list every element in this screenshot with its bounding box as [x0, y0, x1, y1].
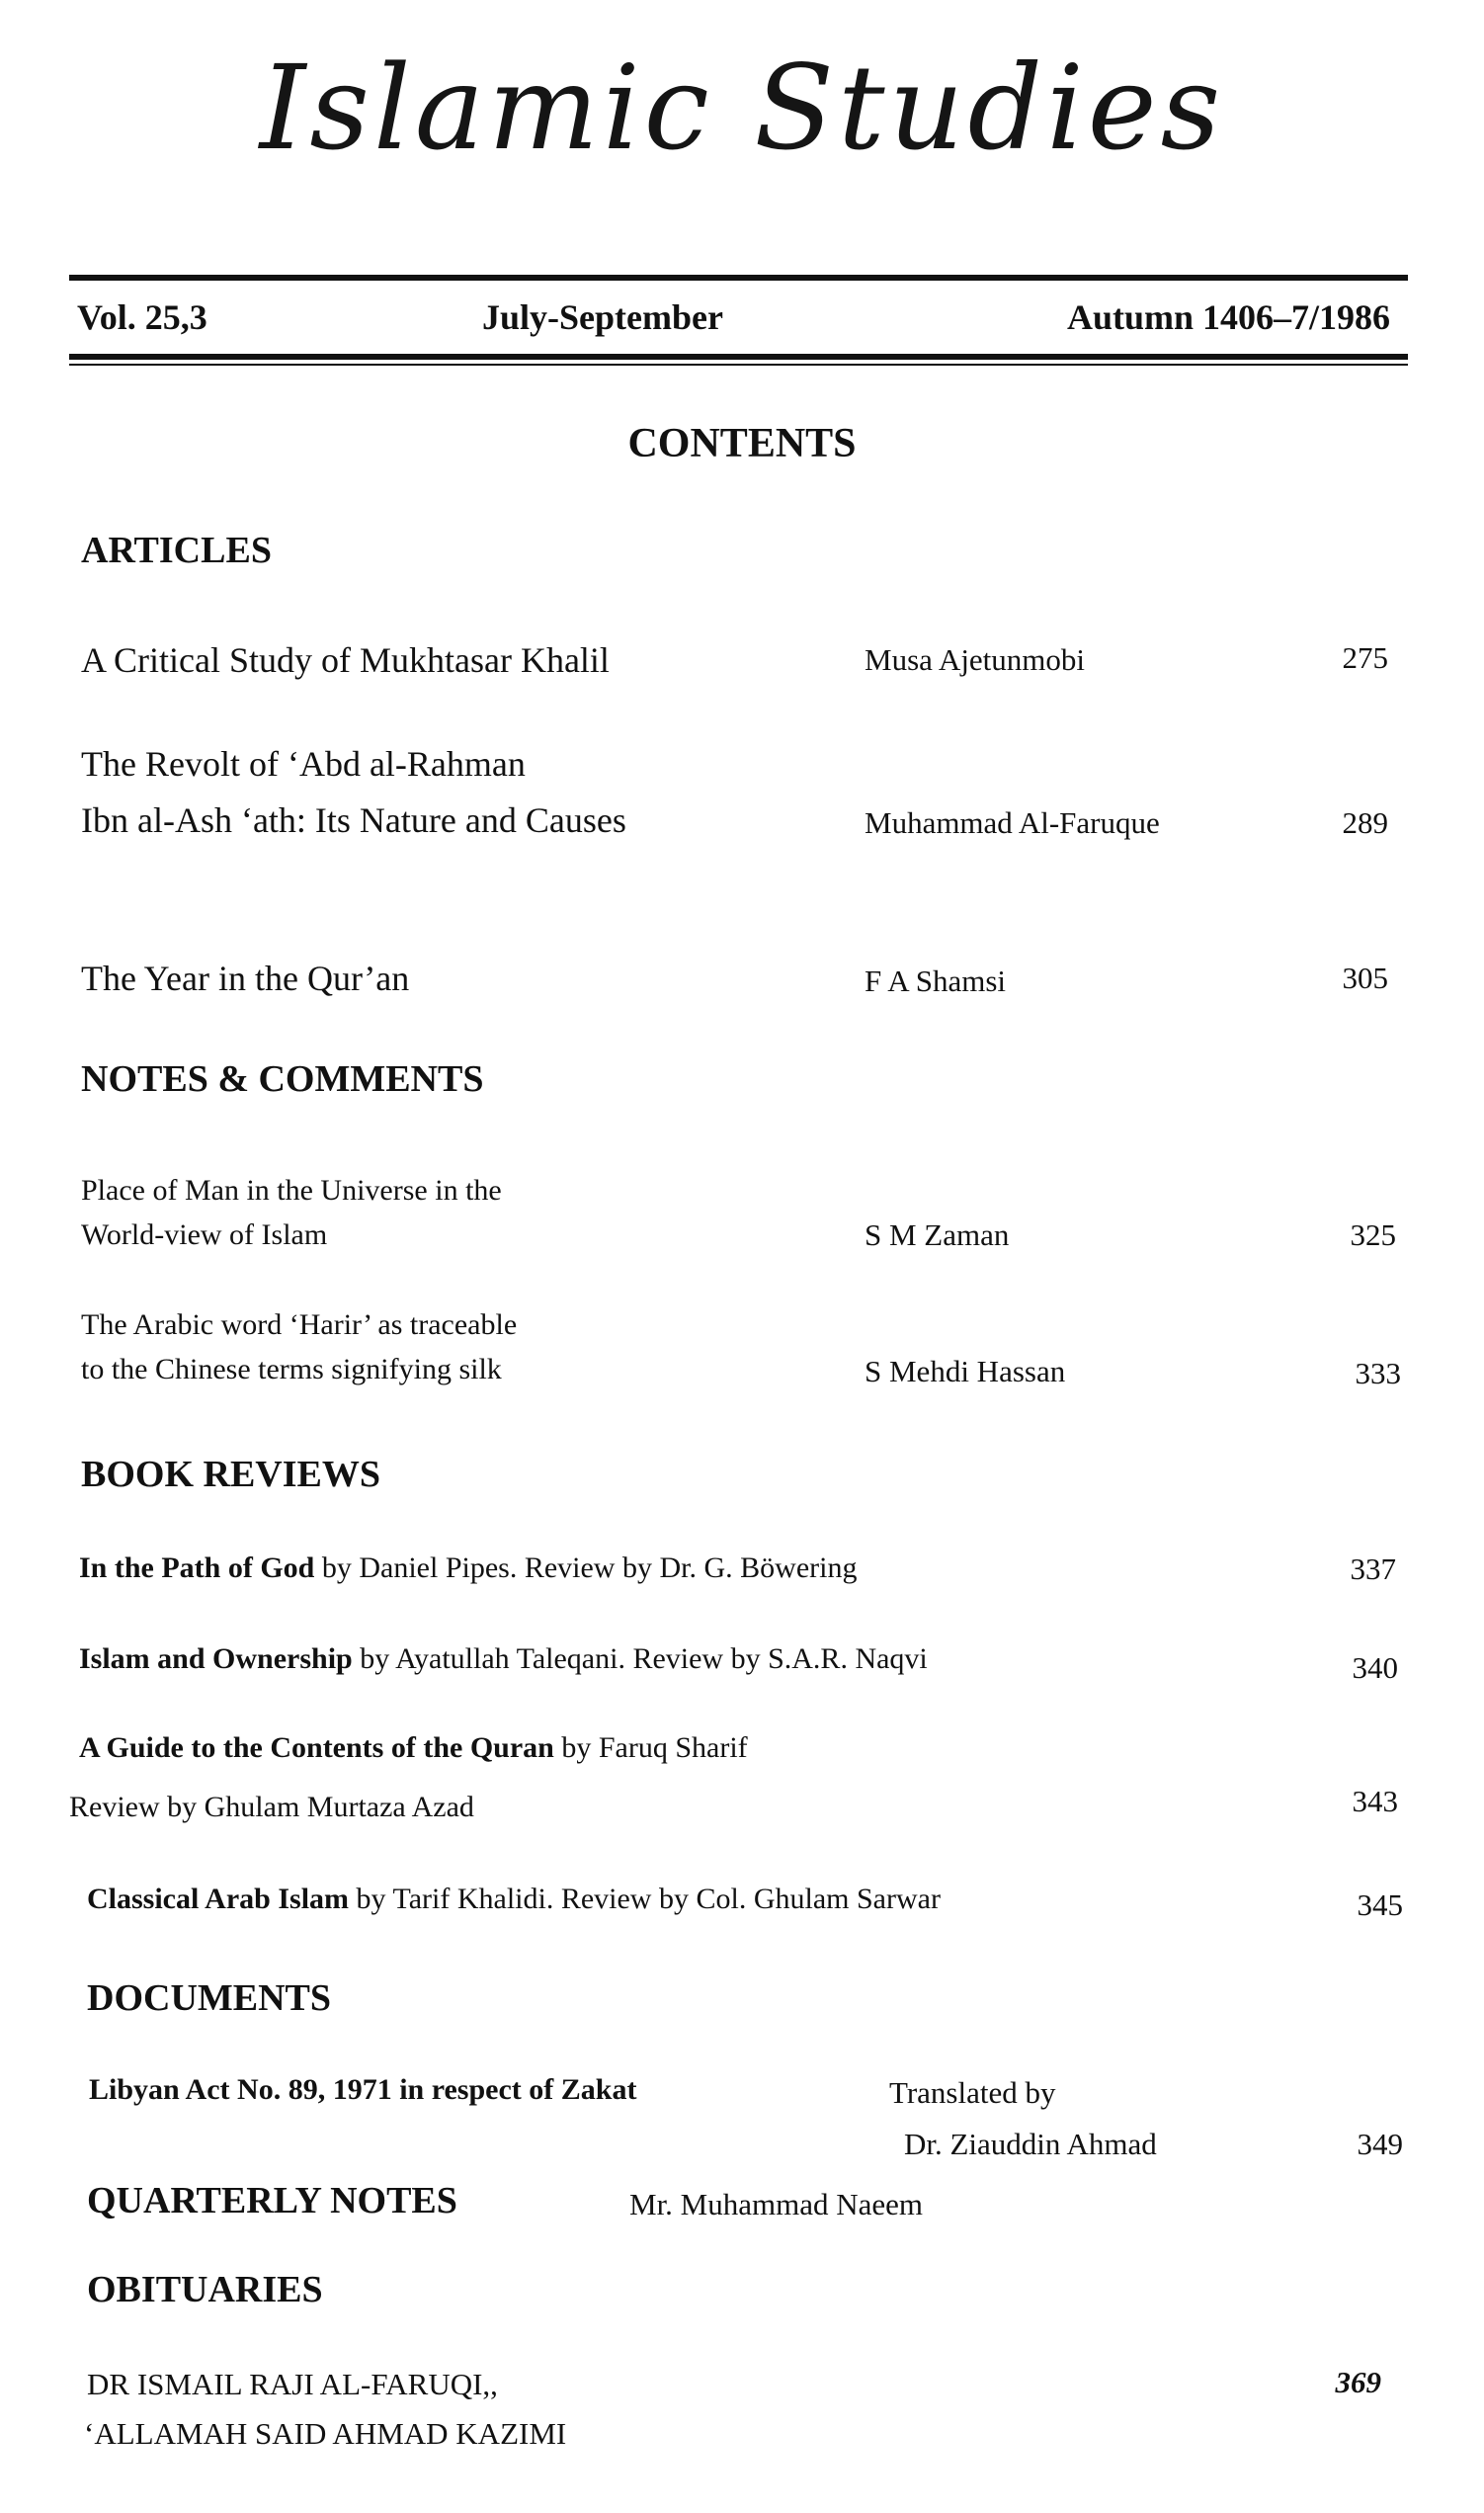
article-author: F A Shamsi	[865, 963, 1006, 998]
note-author: S M Zaman	[865, 1217, 1010, 1252]
note-title: to the Chinese terms signifying silk	[81, 1353, 502, 1385]
document-translator: Dr. Ziauddin Ahmad	[904, 2127, 1157, 2161]
section-heading-articles: ARTICLES	[81, 530, 272, 571]
article-page: 275	[1342, 640, 1388, 675]
header-rule-bottom-thin	[69, 364, 1408, 366]
article-title: The Revolt of ‘Abd al-Rahman	[81, 744, 526, 784]
review-line	[79, 1642, 928, 1676]
review-line	[79, 1731, 748, 1765]
note-page: 333	[1355, 1356, 1401, 1390]
review-page: 345	[1357, 1887, 1403, 1922]
obituary-name: DR ISMAIL RAJI AL-FARUQI,,	[87, 2367, 498, 2401]
review-book-title: A Guide to the Contents of the Quran	[79, 1731, 554, 1764]
section-heading-obituaries: OBITUARIES	[87, 2269, 323, 2310]
issue-volume: Vol. 25,3	[77, 297, 207, 337]
document-title: Libyan Act No. 89, 1971 in respect of Zakat	[89, 2073, 637, 2106]
review-line	[87, 1883, 941, 1916]
review-reviewer: Review by Ghulam Murtaza Azad	[69, 1791, 474, 1823]
obituary-name: ‘ALLAMAH SAID AHMAD KAZIMI	[84, 2416, 567, 2451]
issue-season: Autumn 1406–7/1986	[1066, 297, 1390, 337]
review-page: 343	[1352, 1784, 1398, 1818]
article-page: 289	[1342, 805, 1388, 840]
review-page: 337	[1350, 1551, 1396, 1586]
review-byline: by Ayatullah Taleqani. Review by S.A.R. Naqvi	[352, 1642, 928, 1675]
journal-title: Islamic Studies	[259, 40, 1225, 176]
note-title: Place of Man in the Universe in the	[81, 1174, 502, 1207]
review-byline: by Faruq Sharif	[553, 1731, 748, 1764]
review-book-title: Classical Arab Islam	[87, 1883, 350, 1915]
review-book-title: Islam and Ownership	[79, 1642, 353, 1675]
article-title: Ibn al-Ash ‘ath: Its Nature and Causes	[81, 800, 626, 840]
article-author: Muhammad Al-Faruque	[865, 805, 1160, 840]
obituaries-page: 369	[1335, 2365, 1381, 2399]
review-page: 340	[1352, 1650, 1398, 1685]
note-author: S Mehdi Hassan	[865, 1354, 1066, 1388]
header-rule-bottom	[69, 354, 1408, 360]
section-heading-quarterly-notes: QUARTERLY NOTES	[87, 2180, 457, 2221]
note-page: 325	[1350, 1217, 1396, 1252]
contents-heading: CONTENTS	[627, 421, 857, 466]
section-heading-notes: NOTES & COMMENTS	[81, 1058, 484, 1100]
article-page: 305	[1342, 961, 1388, 995]
note-title: World-view of Islam	[81, 1218, 328, 1251]
document-page: 349	[1357, 2127, 1403, 2161]
article-title: The Year in the Qur’an	[81, 959, 410, 998]
article-author: Musa Ajetunmobi	[865, 642, 1086, 677]
document-translated-label: Translated by	[889, 2075, 1056, 2110]
review-book-title: In the Path of God	[79, 1551, 315, 1584]
article-title: A Critical Study of Mukhtasar Khalil	[81, 640, 610, 680]
note-title: The Arabic word ‘Harir’ as traceable	[81, 1308, 518, 1341]
header-rule-top	[69, 275, 1408, 281]
issue-period: July-September	[482, 297, 723, 337]
section-heading-book-reviews: BOOK REVIEWS	[81, 1454, 381, 1495]
section-heading-documents: DOCUMENTS	[87, 1977, 332, 2019]
review-byline: by Tarif Khalidi. Review by Col. Ghulam Sarwar	[349, 1883, 941, 1915]
review-byline: by Daniel Pipes. Review by Dr. G. Böwering	[314, 1551, 858, 1584]
review-line	[79, 1551, 857, 1585]
quarterly-notes-author: Mr. Muhammad Naeem	[629, 2187, 924, 2221]
